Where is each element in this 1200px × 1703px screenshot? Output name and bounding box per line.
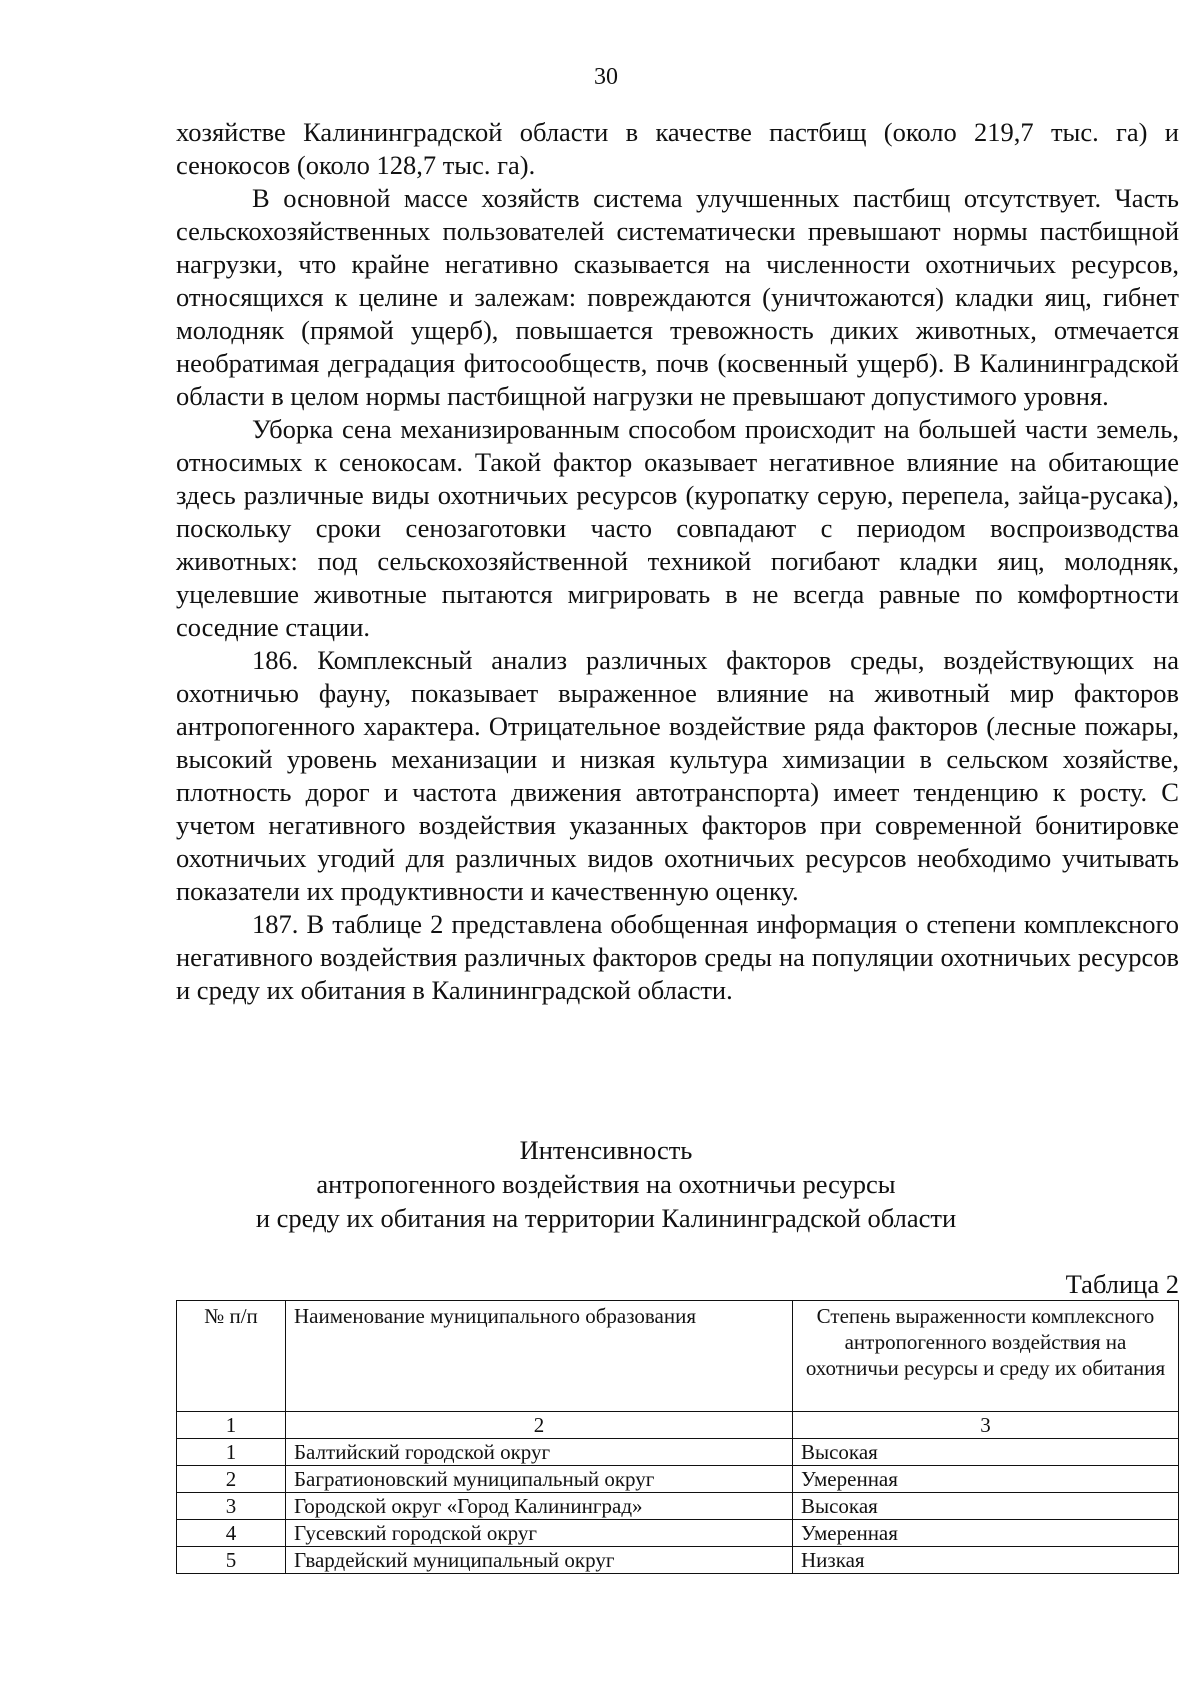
table-header-row	[177, 1301, 1179, 1412]
row-impact-degree: Высокая	[793, 1439, 1179, 1466]
table-row	[177, 1547, 1179, 1574]
row-municipality: Гвардейский муниципальный округ	[286, 1547, 793, 1574]
page-number: 30	[594, 64, 618, 90]
row-number: 3	[177, 1493, 286, 1520]
header-impact-degree: Степень выраженности комплексного антропогенного воздействия на охотничьи ресурсы и среду их обитания	[793, 1301, 1179, 1412]
table-title-line: антропогенного воздействия на охотничьи ресурсы	[316, 1169, 896, 1199]
row-impact-degree: Низкая	[793, 1547, 1179, 1574]
paragraph: 186. Комплексный анализ различных факторов среды, воздействующих на охотничью фауну, показывает выраженное влияние на животный мир факторов антропогенного характера. Отрицательное воздействие ряда факторов (лесные пожары, высокий уровень механизации и низкая культура химизации в сельском хозяйстве, плотность дорог и частота движения автотранспорта) имеет тенденцию к росту. С учетом негативного воздействия указанных факторов при современной бонитировке охотничьих угодий для различных видов охотничьих ресурсов необходимо учитывать показатели их продуктивности и качественную оценку.	[176, 645, 1179, 906]
row-impact-degree: Высокая	[793, 1493, 1179, 1520]
row-municipality: Багратионовский муниципальный округ	[286, 1466, 793, 1493]
paragraph: 187. В таблице 2 представлена обобщенная информация о степени комплексного негативного воздействия различных факторов среды на популяции охотничьих ресурсов и среду их обитания в Калининградской области.	[176, 909, 1179, 1005]
table-row	[177, 1466, 1179, 1493]
row-municipality: Гусевский городской округ	[286, 1520, 793, 1547]
column-number: 3	[793, 1412, 1179, 1439]
table-row	[177, 1520, 1179, 1547]
row-municipality: Балтийский городской округ	[286, 1439, 793, 1466]
column-number-row	[177, 1412, 1179, 1439]
table-row	[177, 1439, 1179, 1466]
paragraph: В основной массе хозяйств система улучшенных пастбищ отсутствует. Часть сельскохозяйственных пользователей систематически превышают нормы пастбищной нагрузки, что крайне негативно сказывается на численности охотничьих ресурсов, относящихся к целине и залежам: повреждаются (уничтожаются) кладки яиц, гибнет молодняк (прямой ущерб), повышается тревожность диких животных, отмечается необратимая деградация фитосообществ, почв (косвенный ущерб). В Калининградской области в целом нормы пастбищной нагрузки не превышают допустимого уровня.	[176, 183, 1179, 411]
paragraph: хозяйстве Калининградской области в качестве пастбищ (около 219,7 тыс. га) и сенокосов (около 128,7 тыс. га).	[176, 117, 1179, 180]
header-municipality: Наименование муниципального образования	[286, 1301, 793, 1412]
row-number: 1	[177, 1439, 286, 1466]
row-number: 5	[177, 1547, 286, 1574]
table-title	[0, 1133, 1200, 1235]
table-row	[177, 1493, 1179, 1520]
row-number: 4	[177, 1520, 286, 1547]
table-title-line: Интенсивность	[519, 1135, 693, 1165]
row-municipality: Городской округ «Город Калининград»	[286, 1493, 793, 1520]
row-number: 2	[177, 1466, 286, 1493]
table-title-line: и среду их обитания на территории Калининградской области	[255, 1203, 957, 1233]
row-impact-degree: Умеренная	[793, 1520, 1179, 1547]
table-label: Таблица 2	[1065, 1269, 1179, 1299]
column-number: 1	[177, 1412, 286, 1439]
paragraph: Уборка сена механизированным способом происходит на большей части земель, относимых к сенокосам. Такой фактор оказывает негативное влияние на обитающие здесь различные виды охотничьих ресурсов (куропатку серую, перепела, зайца-русака), поскольку сроки сенозаготовки часто совпадают с периодом воспроизводства животных: под сельскохозяйственной техникой погибают кладки яиц, молодняк, уцелевшие животные пытаются мигрировать в не всегда равные по комфортности соседние стации.	[176, 414, 1179, 642]
impact-table	[176, 1300, 1179, 1574]
header-number: № п/п	[177, 1301, 286, 1412]
row-impact-degree: Умеренная	[793, 1466, 1179, 1493]
body-text	[176, 116, 1179, 1007]
column-number: 2	[286, 1412, 793, 1439]
